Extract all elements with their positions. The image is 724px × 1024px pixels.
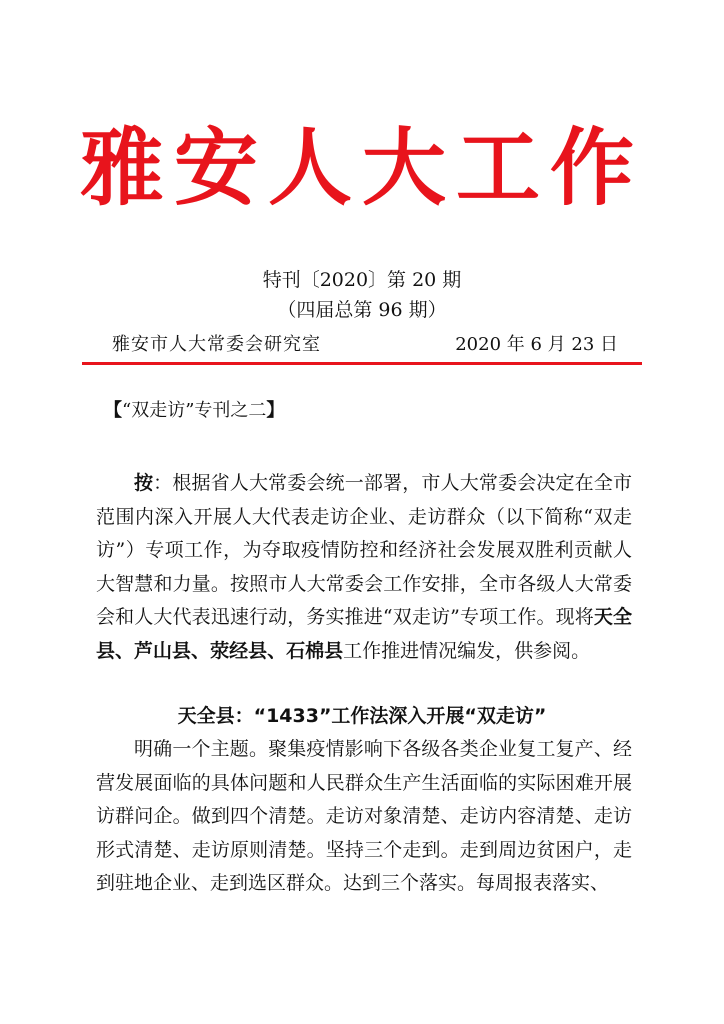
series-title: “双走访”专刊之二 [122, 400, 267, 421]
county-yingjing: 荥经县 [210, 639, 268, 662]
red-divider-rule [82, 362, 642, 365]
section-title: 天全县：“1433”工作法深入开展“双走访” [177, 705, 547, 727]
publish-date: 2020 年 6 月 23 日 [455, 334, 618, 355]
series-heading [104, 396, 284, 422]
section-body [96, 733, 632, 901]
county-separator: 、 [191, 639, 211, 662]
issue-total-number: （四届总第 96 期） [277, 299, 447, 321]
series-open-bracket: 【 [104, 400, 122, 421]
note-text-end: 工作推进情况编发，供参阅。 [343, 639, 591, 662]
series-close-bracket: 】 [266, 400, 285, 421]
county-shimian: 石棉县 [286, 639, 344, 662]
issue-number: 特刊〔2020〕第 20 期 [262, 269, 462, 291]
county-tianquan: 天全县 [96, 606, 632, 662]
section-body-text: 明确一个主题。聚集疫情影响下各级各类企业复工复产、经营发展面临的具体问题和人民群众生产生活面临的实际困难开展访群问企。做到四个清楚。走访对象清楚、走访内容清楚、走访形式清楚、走访原则清楚。坚持三个走到。走到周边贫困户，走到驻地企业、走到选区群众。达到三个落实。每周报表落实、 [96, 738, 632, 894]
editor-note [96, 467, 632, 668]
masthead-title: 雅安人大工作 [79, 118, 644, 217]
publisher: 雅安市人大常委会研究室 [112, 334, 321, 355]
note-label: 按 [134, 472, 154, 494]
county-separator: 、 [115, 639, 135, 662]
note-text-main: ：根据省人大常委会统一部署，市人大常委会决定在全市范围内深入开展人大代表走访企业、走访群众（以下简称“双走访”）专项工作，为夺取疫情防控和经济社会发展双胜利贡献人大智慧和力量。按照市人大常委会工作安排，全市各级人大常委会和人大代表迅速行动，务实推进“双走访”专项工作。现将 [96, 472, 632, 628]
county-separator: 、 [267, 639, 287, 662]
county-lushan: 芦山县 [134, 639, 192, 662]
